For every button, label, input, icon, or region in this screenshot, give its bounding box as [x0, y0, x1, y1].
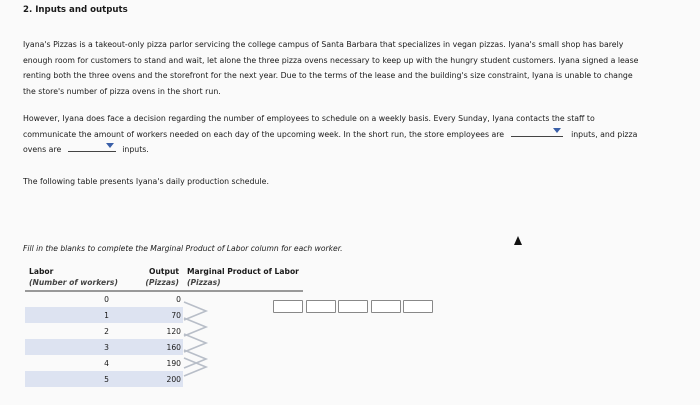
mpl-input-worker-4[interactable]: [371, 300, 401, 313]
intro-paragraph: Iyana's Pizzas is a takeout-only pizza parlor servicing the college campus of Santa Barbara that specializes in vegan pizzas. Iyana's small shop has barely enough room for customers to stand and wait, let alone the three pizza ovens necessary to keep up with the hungry student customers. Iyana signed a lease renting both the three ovens and the storefront for the next year. Due to the terms of the lease and the building's size constraint, Iyana is unable to change the store's number of pizza ovens in the short run.: [23, 40, 639, 97]
output-cell: 160: [135, 339, 183, 355]
labor-cell: 1: [25, 307, 135, 323]
mpl-inputs: [273, 300, 433, 314]
mpl-input-worker-3[interactable]: [338, 300, 368, 313]
mpl-input-worker-1[interactable]: [273, 300, 303, 313]
table-row: [25, 323, 303, 339]
labor-header: Labor (Number of workers): [25, 266, 135, 291]
table-intro: The following table presents Iyana's daily production schedule.: [23, 177, 269, 186]
mouse-cursor-icon: [514, 236, 522, 245]
output-cell: 0: [176, 295, 181, 304]
inputs-text-part1: However, Iyana does face a decision regarding the number of employees to schedule on a weekly basis. Every Sunday, Iyana contacts the staff to communicate the amount of workers needed on each day of the upcoming week. In the short run, the store employees are: [23, 114, 595, 139]
chevron-right-icon: [184, 318, 206, 336]
mpl-input-worker-2[interactable]: [306, 300, 336, 313]
mpl-header: Marginal Product of Labor (Pizzas): [183, 266, 303, 291]
instructions: Fill in the blanks to complete the Marginal Product of Labor column for each worker.: [23, 244, 343, 253]
labor-cell: 2: [104, 326, 109, 336]
chevron-right-icon: [184, 334, 206, 352]
chevron-down-icon: [106, 143, 114, 148]
table-row: [25, 355, 303, 371]
labor-cell: 3: [25, 339, 135, 355]
chevron-right-icon: [184, 302, 206, 320]
inputs-paragraph: [23, 111, 643, 158]
output-cell: 120: [166, 326, 181, 336]
question-heading: 2. Inputs and outputs: [23, 5, 128, 15]
output-cell: 70: [135, 307, 183, 323]
between-rows-chevrons: [178, 298, 218, 378]
labor-cell: 4: [104, 358, 109, 368]
ovens-input-type-dropdown[interactable]: [68, 142, 116, 152]
inputs-text-part2: inputs, and pizza ovens are: [23, 129, 638, 155]
table-row: [25, 307, 303, 323]
table-row: [25, 339, 303, 355]
table-row: [25, 291, 303, 307]
output-cell: 190: [166, 358, 181, 368]
labor-cell: 5: [25, 371, 135, 387]
labor-cell: 0: [104, 295, 109, 304]
employees-input-type-dropdown[interactable]: [511, 127, 563, 137]
output-header: Output (Pizzas): [135, 266, 183, 291]
output-cell: 200: [135, 371, 183, 387]
table-row: [25, 371, 303, 387]
chevron-down-icon: [553, 128, 561, 133]
inputs-text-part3: inputs.: [122, 145, 149, 155]
mpl-input-worker-5[interactable]: [403, 300, 433, 313]
production-table: [25, 266, 303, 387]
